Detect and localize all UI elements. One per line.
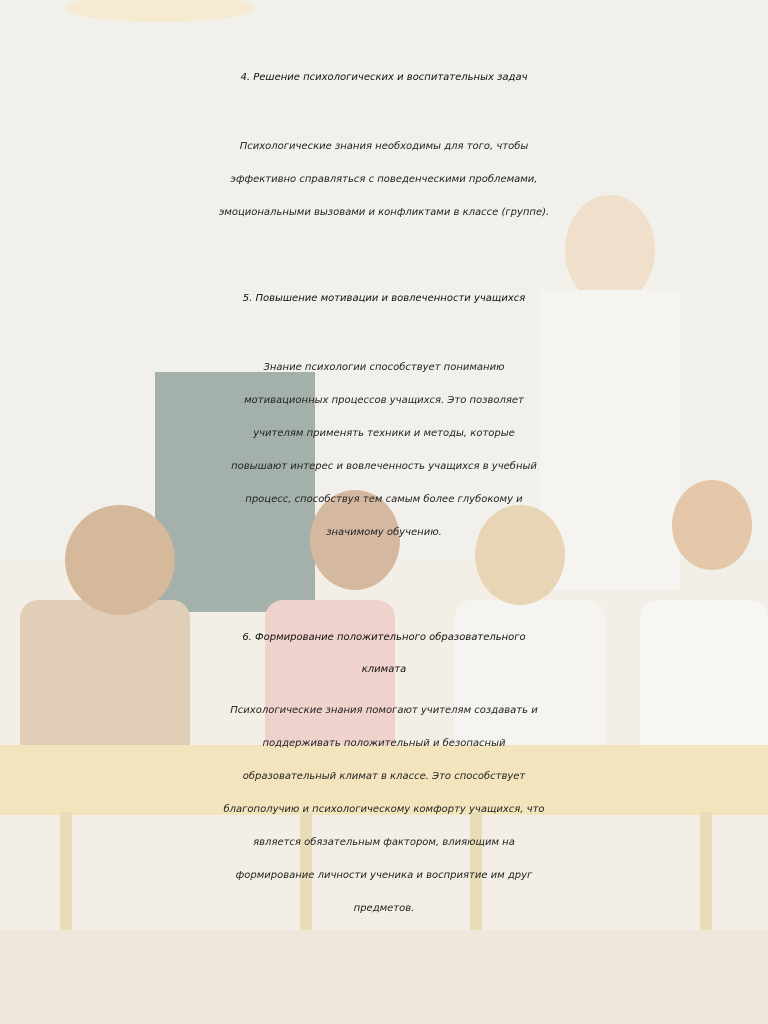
paragraph-line: формирование личности ученика и восприятие им друг bbox=[235, 870, 533, 881]
paragraph-line: повышают интерес и вовлеченность учащихся в учебный bbox=[231, 461, 537, 472]
paragraph-line: эмоциональными вызовами и конфликтами в классе (группе). bbox=[218, 207, 550, 218]
paragraph-line: Психологические знания помогают учителям создавать и bbox=[230, 705, 538, 716]
paragraph-line: является обязательным фактором, влияющим на bbox=[253, 837, 515, 848]
section-paragraph bbox=[0, 694, 768, 925]
paragraph-line: Психологические знания необходимы для того, чтобы bbox=[239, 141, 529, 152]
paragraph-line: эффективно справляться с поведенческими проблемами, bbox=[230, 174, 538, 185]
paragraph-line: значимому обучению. bbox=[326, 527, 442, 538]
paragraph-line: поддерживать положительный и безопасный bbox=[262, 738, 506, 749]
paragraph-line: образовательный климат в классе. Это способствует bbox=[242, 771, 526, 782]
paragraph-line: процесс, способствуя тем самым более глубокому и bbox=[245, 494, 523, 505]
paragraph-line: благополучию и психологическому комфорту учащихся, что bbox=[223, 804, 545, 815]
paragraph-line: предметов. bbox=[353, 903, 415, 914]
heading-line: 6. Формирование положительного образовательного bbox=[242, 632, 526, 643]
paragraph-line: учителям применять техники и методы, которые bbox=[253, 428, 515, 439]
section-4 bbox=[0, 62, 768, 229]
section-paragraph bbox=[0, 351, 768, 549]
section-heading bbox=[0, 622, 768, 686]
heading-line: 4. Решение психологических и воспитательных задач bbox=[240, 72, 528, 83]
heading-line: 5. Повышение мотивации и вовлеченности учащихся bbox=[242, 293, 526, 304]
section-heading bbox=[0, 283, 768, 315]
paragraph-line: мотивационных процессов учащихся. Это позволяет bbox=[244, 395, 524, 406]
heading-line: климата bbox=[361, 664, 407, 675]
section-heading bbox=[0, 62, 768, 94]
section-paragraph bbox=[0, 130, 768, 229]
section-6 bbox=[0, 622, 768, 925]
section-5 bbox=[0, 283, 768, 549]
paragraph-line: Знание психологии способствует пониманию bbox=[263, 362, 505, 373]
